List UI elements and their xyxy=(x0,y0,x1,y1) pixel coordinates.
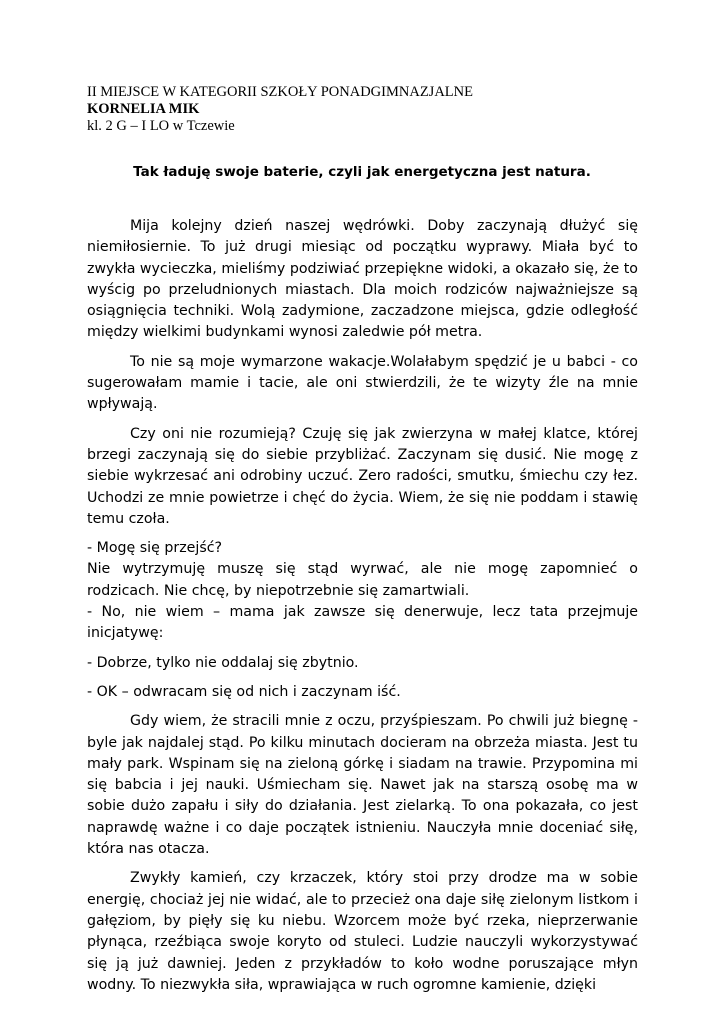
dialogue-line-1: - Mogę się przejść? xyxy=(87,540,223,557)
award-line: II MIEJSCE W KATEGORII SZKOŁY PONADGIMNAZJALNE xyxy=(87,84,473,100)
essay-title: Tak ładuję swoje baterie, czyli jak energetyczna jest natura. xyxy=(133,164,591,180)
paragraph-5: Zwykły kamień, czy krzaczek, który stoi przy drodze ma w sobie energię, chociaż jej nie widać, ale to przecież ona daje siłę zielonym listkom i gałęziom, by pięły się ku niebu. Wzorcem może być rzeka, nieprzerwanie płynąca, rzeźbiąca swoje koryto od stuleci. Ludzie nauczyli wykorzystywać się ją już dawniej. Jeden z przykładów to koło wodne poruszające młyn wodny. To niezwykła siła, wprawiająca w ruch ogromne kamienie, dzięki xyxy=(87,870,638,993)
essay-body xyxy=(87,216,638,1004)
document-header xyxy=(87,84,473,135)
paragraph-1: Mija kolejny dzień naszej wędrówki. Doby zaczynają dłużyć się niemiłosiernie. To już drugi miesiąc od początku wyprawy. Miała być to zwykła wycieczka, mieliśmy podziwiać przepiękne widoki, a okazało się, że to wyścig po przeludnionych miastach. Dla moich rodziców najważniejsze są osiągnięcia techniki. Wolą zadymione, zaczadzone miejsca, gdzie odległość między wielkimi budynkami wynosi zaledwie pół metra. xyxy=(87,218,638,341)
class-school-line: kl. 2 G – I LO w Tczewie xyxy=(87,118,235,134)
paragraph-4: Gdy wiem, że stracili mnie z oczu, przyśpieszam. Po chwili już biegnę - byle jak najdalej stąd. Po kilku minutach docieram na obrzeża miasta. Jest tu mały park. Wspinam się na zieloną górkę i siadam na trawie. Przypomina mi się babcia i jej nauki. Uśmiecham się. Nawet jak na starszą osobę ma w sobie dużo zapału i siły do działania. Jest zielarką. To ona pokazała, co jest naprawdę ważne i co daje początek istnieniu. Nauczyła mnie doceniać siłę, która nas otacza. xyxy=(87,713,638,858)
author-name: KORNELIA MIK xyxy=(87,101,200,117)
dialogue-line-3: - No, nie wiem – mama jak zawsze się denerwuje, lecz tata przejmuje inicjatywę: xyxy=(87,604,638,642)
dialogue-line-5: - OK – odwracam się od nich i zaczynam iść. xyxy=(87,683,401,700)
dialogue-line-4: - Dobrze, tylko nie oddalaj się zbytnio. xyxy=(87,654,359,671)
dialogue-line-2: Nie wytrzymuję muszę się stąd wyrwać, ale nie mogę zapomnieć o rodzicach. Nie chcę, by niepotrzebnie się zamartwiali. xyxy=(87,561,638,599)
paragraph-2: To nie są moje wymarzone wakacje.Wolałabym spędzić je u babci - co sugerowałam mamie i tacie, ale oni stwierdzili, że te wizyty źle na mnie wpływają. xyxy=(87,353,638,413)
paragraph-3: Czy oni nie rozumieją? Czuję się jak zwierzyna w małej klatce, której brzegi zaczynają się do siebie przybliżać. Zaczynam się dusić. Nie mogę z siebie wykrzesać ani odrobiny uczuć. Zero radości, smutku, śmiechu czy łez. Uchodzi ze mnie powietrze i chęć do życia. Wiem, że się nie poddam i stawię temu czoła. xyxy=(87,425,638,527)
